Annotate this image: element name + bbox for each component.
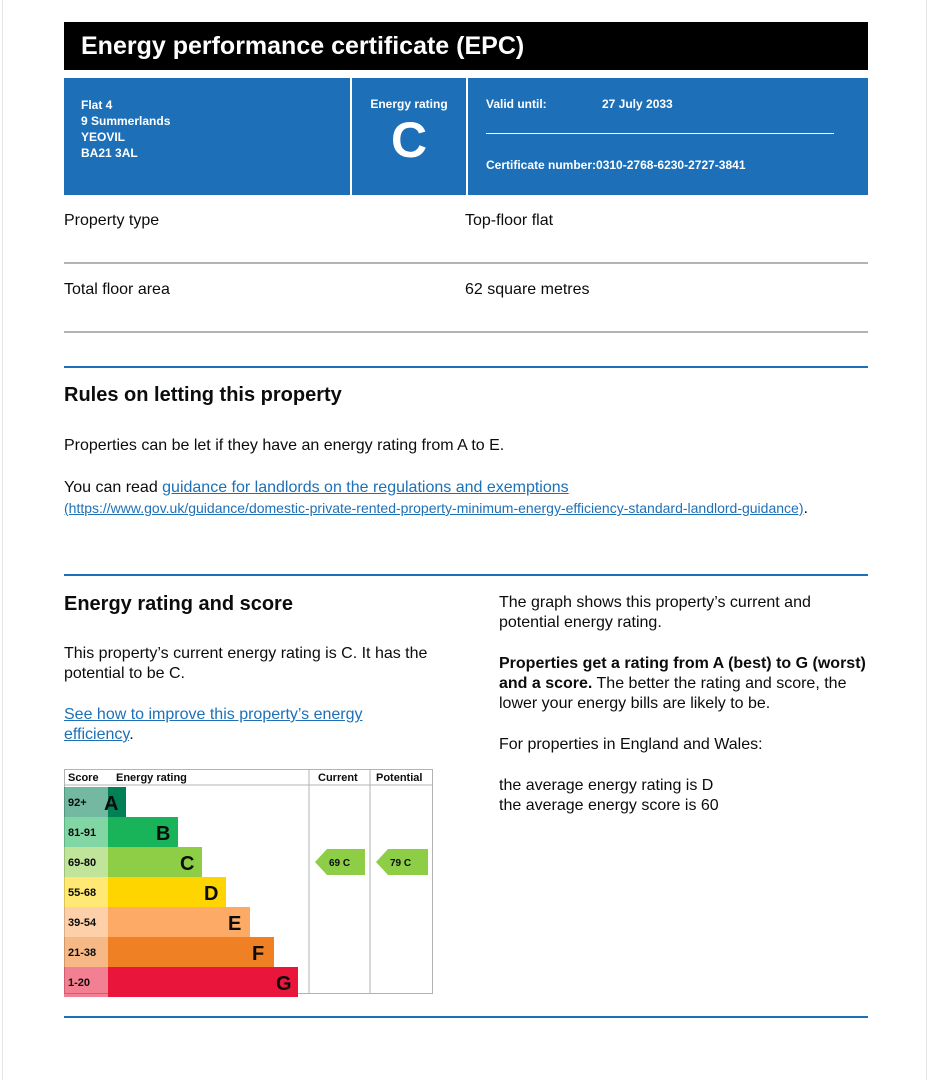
address-line: BA21 3AL <box>81 146 138 160</box>
property-type-row <box>64 195 868 264</box>
valid-until-value: 27 July 2033 <box>602 97 673 111</box>
rating-letter-b: B <box>156 823 171 845</box>
rating-heading: Energy rating and score <box>64 593 293 615</box>
energy-rating-section <box>64 576 868 1016</box>
score-label-e: 39-54 <box>68 917 97 929</box>
guidance-prefix: You can read <box>64 479 163 496</box>
energy-rating-letter: C <box>390 112 428 168</box>
current-rating-text: This property’s current energy rating is C. It has the potential to be C. <box>64 645 428 682</box>
rating-letter-c: C <box>180 853 195 875</box>
potential-rating-arrow-label: 79 C <box>390 858 412 869</box>
letting-section <box>64 368 868 574</box>
improve-efficiency-link[interactable]: See how to improve this property’s energy efficiency <box>64 706 363 743</box>
valid-until-label: Valid until: <box>486 97 547 111</box>
improve-suffix: . <box>129 726 134 743</box>
graph-description: The graph shows this property’s current and potential energy rating. <box>499 594 811 631</box>
letting-rules-text: Properties can be let if they have an energy rating from A to E. <box>64 437 505 454</box>
average-rating-text <box>499 776 869 816</box>
chart-header-energy-rating: Energy rating <box>116 772 187 784</box>
current-rating-arrow-label: 69 C <box>329 858 351 869</box>
address-line: Flat 4 <box>81 98 113 112</box>
score-label-a: 92+ <box>68 797 87 809</box>
rating-explanation <box>499 593 869 816</box>
letting-guidance-text <box>64 478 824 519</box>
header-divider <box>486 133 834 134</box>
average-score: the average energy score is 60 <box>499 797 719 814</box>
page-title: Energy performance certificate (EPC) <box>64 22 868 70</box>
rating-letter-d: D <box>204 883 219 905</box>
score-label-d: 55-68 <box>68 887 97 899</box>
certificate-details <box>468 78 868 195</box>
property-type-label: Property type <box>64 212 160 229</box>
rating-scale-bold: Properties get a rating from A (best) to G (worst) and a score. <box>499 655 866 692</box>
section-divider-bottom <box>64 1016 868 1018</box>
floor-area-row <box>64 264 868 333</box>
rating-letter-e: E <box>228 913 242 935</box>
property-address <box>64 78 350 195</box>
chart-header-potential: Potential <box>376 772 423 784</box>
letting-heading: Rules on letting this property <box>64 384 342 406</box>
rating-scale-rest: The better the rating and score, the lower your energy bills are likely to be. <box>499 675 847 712</box>
rating-letter-a: A <box>104 793 119 815</box>
landlord-guidance-url[interactable]: (https://www.gov.uk/guidance/domestic-private-rented-property-minimum-energy-efficiency-standard-landlord-guidance) <box>64 500 804 516</box>
floor-area-label: Total floor area <box>64 281 170 298</box>
chart-header-score: Score <box>68 772 99 784</box>
england-wales-text: For properties in England and Wales: <box>499 736 763 753</box>
score-label-f: 21-38 <box>68 947 97 959</box>
energy-rating-chart <box>64 769 434 997</box>
score-label-b: 81-91 <box>68 827 97 839</box>
improve-efficiency-text <box>64 705 404 745</box>
epc-document <box>64 22 868 1018</box>
floor-area-value: 62 square metres <box>465 281 590 298</box>
rating-bar-f <box>108 937 274 967</box>
rating-letter-f: F <box>252 943 265 965</box>
address-line: 9 Summerlands <box>81 114 171 128</box>
certificate-number-value: 0310-2768-6230-2727-3841 <box>596 158 746 172</box>
rating-scale-text <box>499 654 869 714</box>
energy-rating-label: Energy rating <box>370 97 448 111</box>
chart-header-current: Current <box>318 772 358 784</box>
certificate-header <box>64 78 868 195</box>
rating-letter-g: G <box>276 973 292 995</box>
landlord-guidance-link[interactable]: guidance for landlords on the regulations and exemptions <box>162 479 569 496</box>
energy-rating-box <box>352 78 466 195</box>
property-type-value: Top-floor flat <box>465 212 554 229</box>
guidance-suffix: . <box>803 500 808 517</box>
average-rating: the average energy rating is D <box>499 777 714 794</box>
certificate-number-label: Certificate number: <box>486 158 597 172</box>
rating-bar-g <box>108 967 298 997</box>
score-label-c: 69-80 <box>68 857 97 869</box>
score-label-g: 1-20 <box>68 977 91 989</box>
address-line: YEOVIL <box>81 130 126 144</box>
